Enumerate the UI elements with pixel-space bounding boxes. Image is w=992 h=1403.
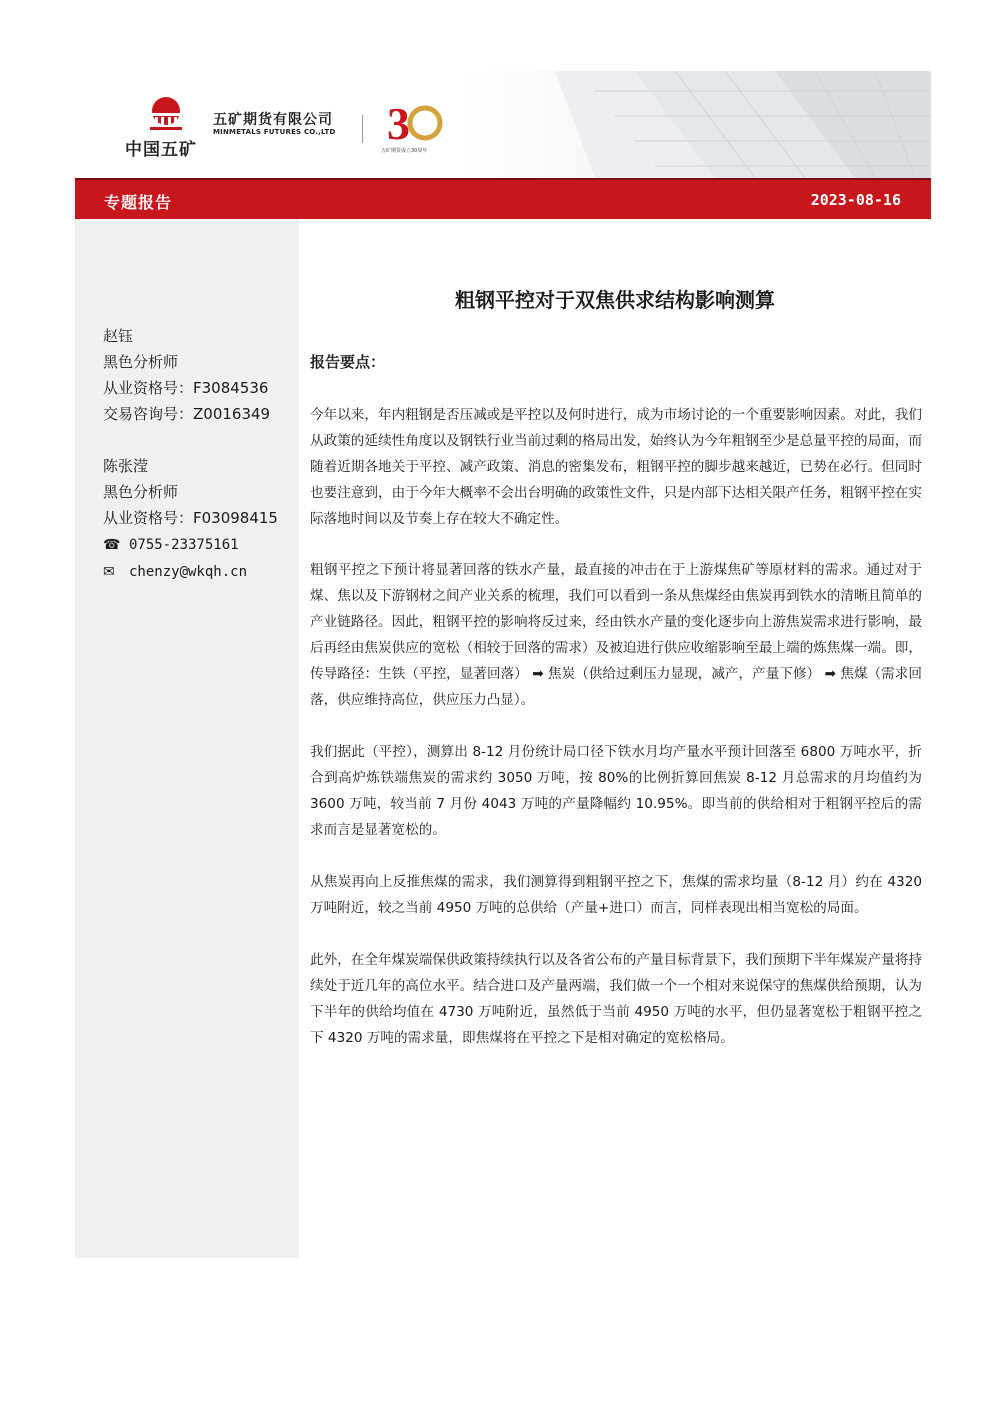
- logo-divider: [362, 115, 363, 143]
- anniversary-caption: 五矿期货成立30周年: [381, 148, 428, 154]
- author-qualification: 从业资格号：F3084536: [103, 379, 269, 397]
- report-category-bar: [75, 178, 931, 219]
- author-phone-row: [103, 531, 278, 558]
- svg-text:3: 3: [387, 98, 410, 147]
- paragraph: 从焦炭再向上反推焦煤的需求，我们测算得到粗钢平控之下，焦煤的需求均量（8-12 月）约在 4320 万吨附近，较之当前 4950 万吨的总供给（产量+进口）而言，同样表现出相当宽松的局面。: [310, 874, 922, 916]
- header-background-building: [75, 71, 931, 178]
- report-header: [75, 71, 931, 178]
- paragraph: 今年以来，年内粗钢是否压减或是平控以及何时进行，成为市场讨论的一个重要影响因素。对此，我们从政策的延续性角度以及钢铁行业当前过剩的格局出发，始终认为今年粗钢至少是总量平控的局面，而随着近期各地关于平控、减产政策、消息的密集发布，粗钢平控的脚步越来越近，已势在必行。但同时也要注意到，由于今年大概率不会出台明确的政策性文件，只是内部下达相关限产任务，粗钢平控在实际落地时间以及节奏上存在较大不确定性。: [310, 407, 922, 527]
- author-qualification: 从业资格号：F03098415: [103, 509, 278, 527]
- author-phone: 0755-23375161: [129, 537, 239, 553]
- author-sidebar: [75, 219, 299, 1258]
- author-name: 陈张滢: [103, 457, 149, 475]
- minmetals-emblem-icon: [146, 95, 186, 133]
- paragraph: 粗钢平控之下预计将显著回落的铁水产量，最直接的冲击在于上游煤焦矿等原材料的需求。通过对于煤、焦以及下游钢材之间产业关系的梳理，我们可以看到一条从焦煤经由焦炭再到铁水的清晰且简单的产业链路径。因此，粗钢平控的影响将反过来，经由铁水产量的变化逐步向上游焦炭需求进行影响，最后再经由焦炭供应的宽松（相较于回落的需求）及被迫进行供应收缩影响至最上端的炼焦煤一端。即，传导路径：生铁（平控，显著回落） ➡ 焦炭（供给过剩压力显现，减产，产量下修） ➡ 焦煤（需求回落，供应维持高位，供应压力凸显）。: [310, 562, 922, 708]
- report-title: 粗钢平控对于双焦供求结构影响测算: [455, 288, 775, 312]
- author-consult-number: 交易咨询号：Z0016349: [103, 405, 271, 423]
- company-name-cn: 五矿期货有限公司: [213, 112, 333, 128]
- brand-cn: 中国五矿: [125, 140, 197, 160]
- report-category: 专题报告: [104, 193, 173, 212]
- author-email[interactable]: chenzy@wkqh.cn: [129, 564, 248, 580]
- paragraph: 我们据此（平控），测算出 8-12 月份统计局口径下铁水月均产量水平预计回落至 6800 万吨水平，折合到高炉炼铁端焦炭的需求约 3050 万吨，按 80%的比例折算回焦炭 8-12 月总需求的月均值约为 3600 万吨，较当前 7 月份 4043 万吨的产量降幅约 10.95%。即当前的供给相对于粗钢平控后的需求而言是显著宽松的。: [310, 744, 922, 838]
- section-heading: 报告要点：: [310, 353, 386, 371]
- report-date: 2023-08-16: [810, 191, 901, 209]
- author-role: 黑色分析师: [103, 353, 179, 371]
- author-email-row[interactable]: [103, 558, 278, 585]
- mail-icon: ✉: [103, 564, 115, 580]
- author-name: 赵钰: [103, 327, 134, 345]
- anniversary-30-logo-icon: [383, 91, 443, 147]
- author-role: 黑色分析师: [103, 483, 179, 501]
- paragraph: 此外，在全年煤炭端保供政策持续执行以及各省公布的产量目标背景下，我们预期下半年煤炭产量将持续处于近几年的高位水平。结合进口及产量两端，我们做一个一个相对来说保守的焦煤供给预期，认为下半年的供给均值在 4730 万吨附近，虽然低于当前 4950 万吨的水平，但仍显著宽松于粗钢平控之下 4320 万吨的需求量，即焦煤将在平控之下是相对确定的宽松格局。: [310, 952, 922, 1046]
- author-block: [103, 453, 278, 585]
- author-block: [103, 323, 270, 427]
- phone-icon: ☎: [103, 537, 121, 553]
- company-name-en: MINMETALS FUTURES CO.,LTD: [213, 128, 336, 136]
